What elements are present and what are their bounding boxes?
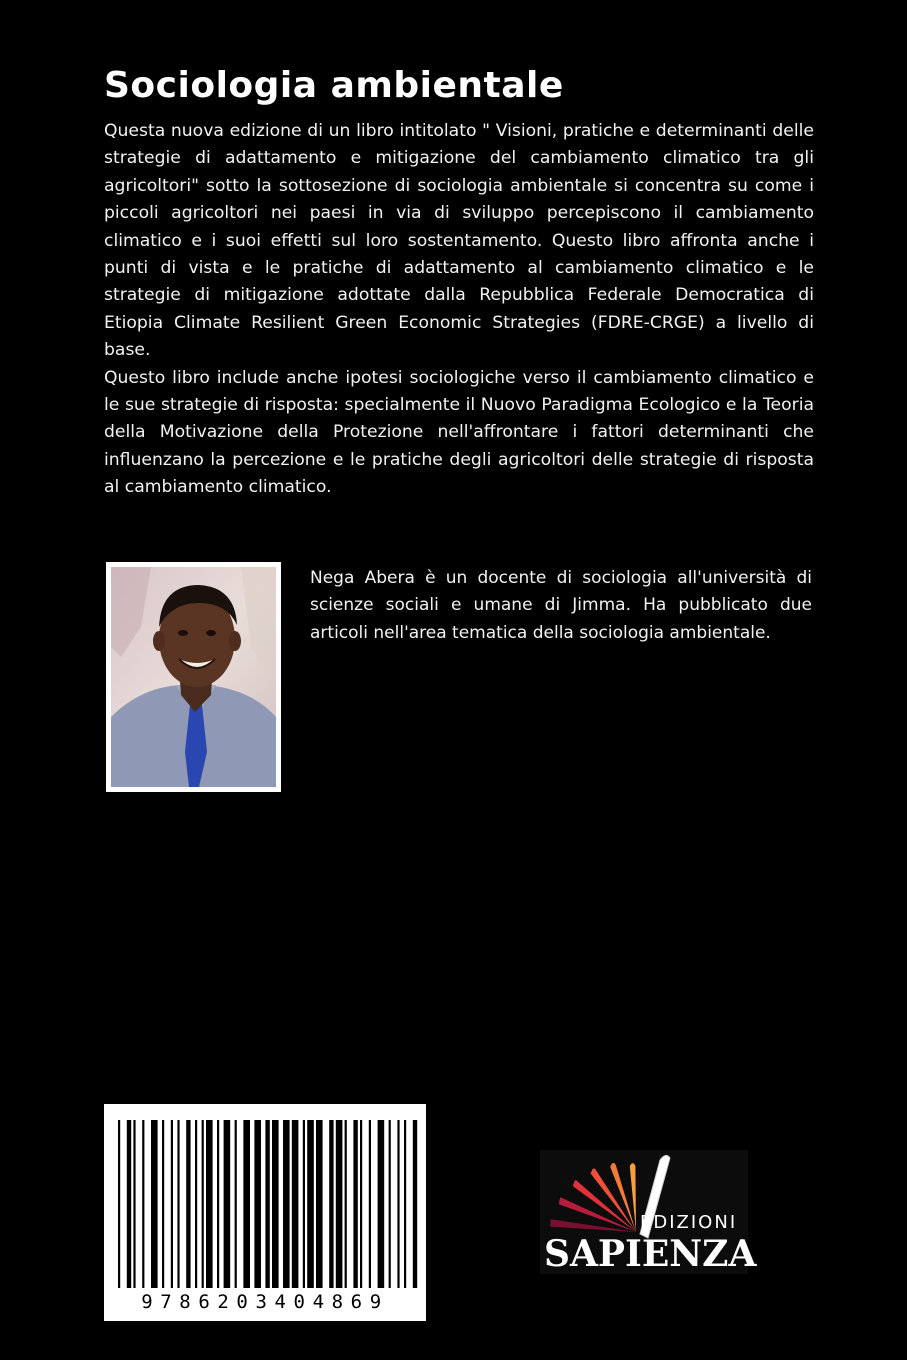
blurb-paragraph-1: Questa nuova edizione di un libro intitolato " Visioni, pratiche e determinanti delle strategie di adattamento e mitigazione del cambiamento climatico tra gli agricoltori" sotto la sottosezione di sociologia ambientale si concentra su come i piccoli agricoltori nei paesi in via di sviluppo percepiscono il cambiamento climatico e i suoi effetti sul loro sostentamento. Questo libro affronta anche i punti di vista e le pratiche di adattamento al cambiamento climatico e le strategie di mitigazione adottate dalla Repubblica Federale Democratica di Etiopia Climate Resilient Green Economic Strategies (FDRE-CRGE) a livello di base. (104, 121, 814, 361)
barcode-bar (235, 1120, 237, 1288)
barcode-bar (360, 1120, 362, 1288)
barcode-bar (224, 1120, 231, 1288)
isbn-digits: 9786203404869 (141, 1291, 389, 1313)
barcode-bar (142, 1120, 144, 1288)
barcode-bar (303, 1120, 305, 1288)
barcode-bar (329, 1120, 333, 1288)
author-portrait-icon (111, 567, 276, 787)
logo-fan-leaf (550, 1219, 636, 1232)
barcode-bar (404, 1120, 406, 1288)
barcode-bar (283, 1120, 290, 1288)
barcode-bar (336, 1120, 343, 1288)
barcode-bar (186, 1120, 190, 1288)
barcode-bar (171, 1120, 173, 1288)
barcode-bar (177, 1120, 179, 1288)
publisher-logo (540, 1150, 757, 1275)
barcode-bar (127, 1120, 131, 1288)
book-title: Sociologia ambientale (104, 65, 564, 106)
barcode-bar (118, 1120, 120, 1288)
barcode-bar (265, 1120, 269, 1288)
barcode-bar (397, 1120, 399, 1288)
barcode-bar (307, 1120, 314, 1288)
barcode-bar (292, 1120, 299, 1288)
publisher-name: SAPIENZA (544, 1233, 757, 1275)
barcode-bar (413, 1120, 417, 1288)
barcode-bar (206, 1120, 213, 1288)
barcode-bar (316, 1120, 323, 1288)
barcode-bar (272, 1120, 279, 1288)
logo-fan-leaf (630, 1163, 636, 1232)
barcode-bar (133, 1120, 135, 1288)
barcode-bar (243, 1120, 250, 1288)
back-cover-blurb (104, 118, 814, 502)
barcode-bar (254, 1120, 261, 1288)
barcode-bar (195, 1120, 197, 1288)
barcode-bar (378, 1120, 385, 1288)
blurb-paragraph-2: Questo libro include anche ipotesi sociologiche verso il cambiamento climatico e le sue strategie di risposta: specialmente il Nuovo Paradigma Ecologico e la Teoria della Motivazione della Protezione nell'affrontare i fattori determinanti che influenzano la percezione e le pratiche degli agricoltori delle strategie di risposta al cambiamento climatico. (104, 367, 814, 498)
isbn-barcode (104, 1104, 426, 1321)
barcode-bar (162, 1120, 164, 1288)
author-bio: Nega Abera è un docente di sociologia all'università di scienze sociali e umane di Jimma. Ha pubblicato due articoli nell'area tematica della sociologia ambientale. (310, 568, 812, 643)
barcode-bar (353, 1120, 357, 1288)
barcode-bar (151, 1120, 158, 1288)
barcode-bar (389, 1120, 391, 1288)
barcode-bars (104, 1104, 426, 1321)
barcode-bar (202, 1120, 204, 1288)
publisher-edizioni: EDIZIONI (640, 1212, 738, 1233)
barcode-bar (369, 1120, 371, 1288)
barcode-bar (345, 1120, 347, 1288)
barcode-bar (217, 1120, 219, 1288)
author-photo (106, 562, 281, 792)
